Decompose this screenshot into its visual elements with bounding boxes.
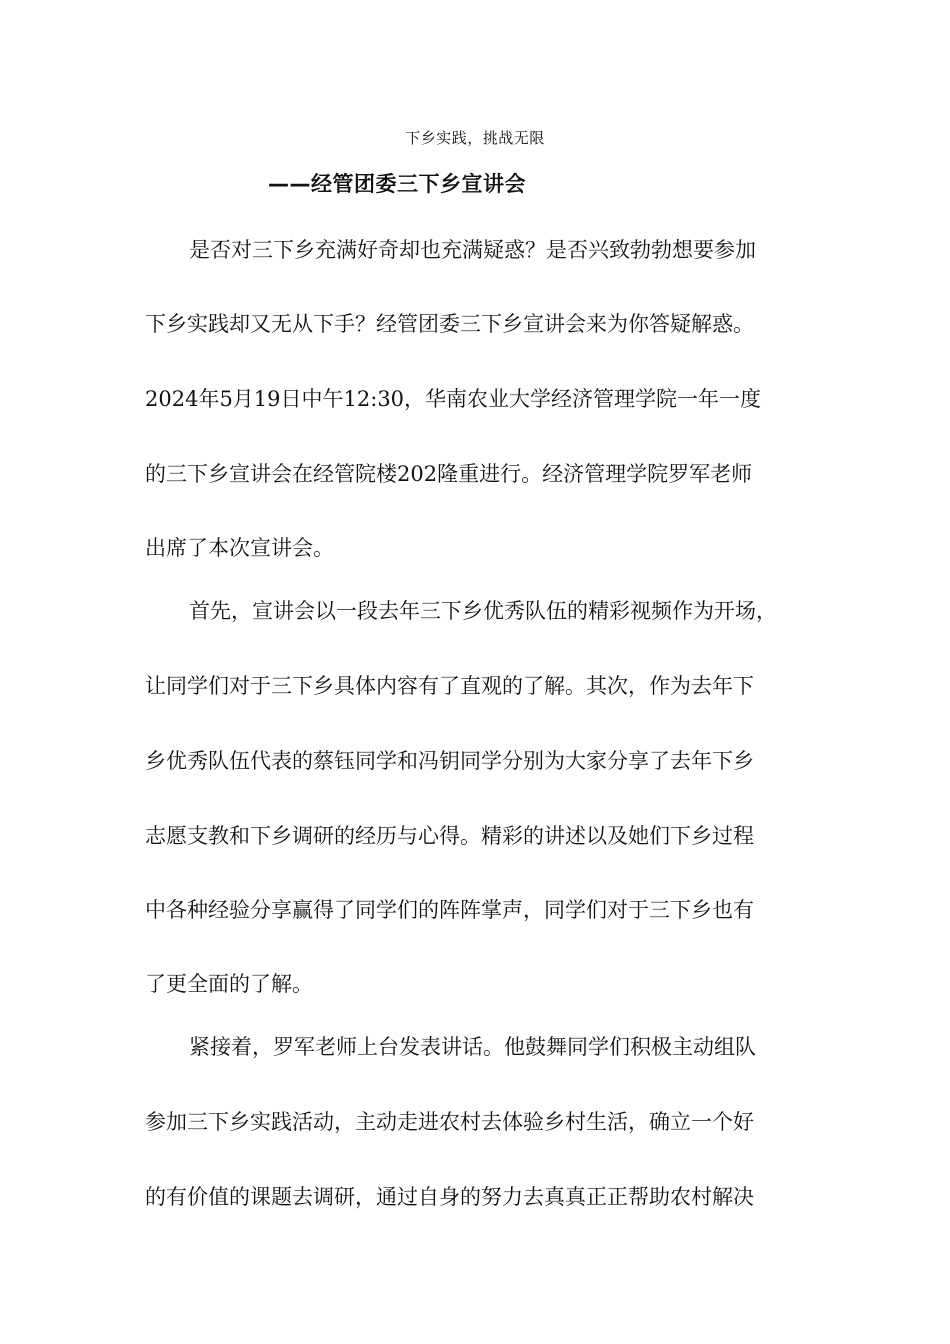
- paragraph-line: 紧接着，罗军老师上台发表讲话。他鼓舞同学们积极主动组队: [189, 1035, 756, 1059]
- paragraph-line: 志愿支教和下乡调研的经历与心得。精彩的讲述以及她们下乡过程: [145, 824, 754, 848]
- paragraph-line: 了更全面的了解。: [145, 972, 313, 996]
- paragraph-line: 的三下乡宣讲会在经管院楼202隆重进行。经济管理学院罗军老师: [145, 462, 753, 486]
- paragraph-line: 的有价值的课题去调研，通过自身的努力去真真正正帮助农村解决: [145, 1185, 754, 1209]
- paragraph-line: 出席了本次宣讲会。: [145, 536, 334, 560]
- document-title: 下乡实践，挑战无限: [405, 129, 545, 147]
- paragraph-line: 下乡实践却又无从下手？经管团委三下乡宣讲会来为你答疑解惑。: [145, 312, 754, 336]
- document-subtitle: ——经管团委三下乡宣讲会: [268, 172, 526, 196]
- paragraph-line: 是否对三下乡充满好奇却也充满疑惑？是否兴致勃勃想要参加: [189, 238, 756, 262]
- paragraph-line: 2024年5月19日中午12:30，华南农业大学经济管理学院一年一度: [145, 387, 762, 411]
- paragraph-line: 首先，宣讲会以一段去年三下乡优秀队伍的精彩视频作为开场，: [189, 599, 777, 623]
- paragraph-line: 参加三下乡实践活动，主动走进农村去体验乡村生活，确立一个好: [145, 1110, 754, 1134]
- paragraph-line: 中各种经验分享赢得了同学们的阵阵掌声，同学们对于三下乡也有: [145, 898, 754, 922]
- paragraph-line: 乡优秀队伍代表的蔡钰同学和冯钥同学分别为大家分享了去年下乡: [145, 749, 754, 773]
- paragraph-line: 让同学们对于三下乡具体内容有了直观的了解。其次，作为去年下: [145, 674, 754, 698]
